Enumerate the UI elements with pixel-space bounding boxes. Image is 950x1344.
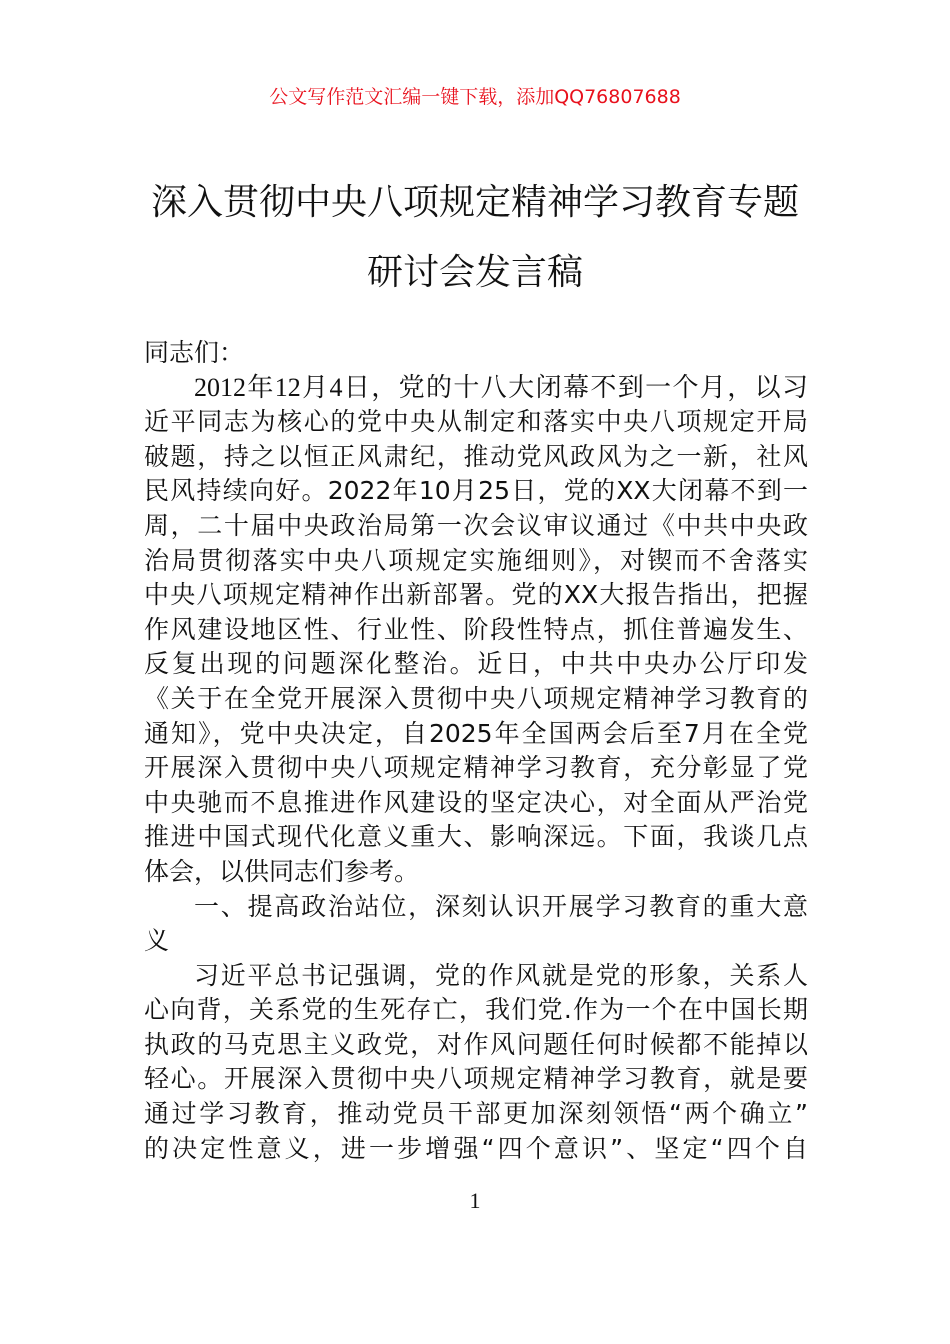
title-line-2: 研讨会发言稿 bbox=[366, 252, 583, 293]
body-line: 破题，持之以恒正风肃纪，推动党风政风为之一新，社风 bbox=[144, 441, 808, 471]
body-line: 推进中国式现代化意义重大、影响深远。下面，我谈几点 bbox=[144, 822, 808, 852]
body-line: 《关于在全党开展深入贯彻中央八项规定精神学习教育的 bbox=[144, 683, 808, 713]
section-heading-line: 义 bbox=[144, 926, 170, 956]
body-line: 的决定性意义，进一步增强“四个意识”、坚定“四个自 bbox=[144, 1133, 808, 1163]
body-line: 民风持续向好。2022年10月25日，党的XX大闭幕不到一 bbox=[144, 476, 808, 506]
body-line-text: 2012年12月4日，党的十八大闭幕不到一个月，以习 bbox=[194, 372, 808, 402]
body-line: 轻心。开展深入贯彻中央八项规定精神学习教育，就是要 bbox=[144, 1064, 808, 1094]
salutation: 同志们： bbox=[144, 338, 245, 367]
title-line-1: 深入贯彻中央八项规定精神学习教育专题 bbox=[150, 182, 799, 223]
document-body bbox=[144, 336, 808, 1166]
body-line: 开展深入贯彻中央八项规定精神学习教育，充分彰显了党 bbox=[144, 753, 808, 783]
body-line: 通知》，党中央决定，自2025年全国两会后至7月在全党 bbox=[144, 718, 808, 748]
body-line: 作风建设地区性、行业性、阶段性特点，抓住普遍发生、 bbox=[144, 614, 808, 644]
download-promo-note: 公文写作范文汇编一键下载，添加QQ76807688 bbox=[269, 86, 681, 108]
body-line: 近平同志为核心的党中央从制定和落实中央八项规定开局 bbox=[144, 407, 808, 437]
page-number: 1 bbox=[469, 1188, 481, 1213]
body-line: 治局贯彻落实中央八项规定实施细则》，对锲而不舍落实 bbox=[144, 545, 808, 575]
document-title bbox=[120, 168, 830, 308]
body-line: 体会，以供同志们参考。 bbox=[144, 856, 420, 886]
body-line: 中央驰而不息推进作风建设的坚定决心，对全面从严治党 bbox=[144, 787, 808, 817]
body-line: 周，二十届中央政治局第一次会议审议通过《中共中央政 bbox=[144, 510, 808, 540]
section-heading-line: 一、提高政治站位，深刻认识开展学习教育的重大意 bbox=[194, 891, 808, 921]
body-line: 通过学习教育，推动党员干部更加深刻领悟“两个确立” bbox=[144, 1099, 808, 1129]
body-line bbox=[144, 371, 808, 406]
body-line: 心向背，关系党的生死存亡，我们党.作为一个在中国长期 bbox=[144, 995, 808, 1025]
body-line: 反复出现的问题深化整治。近日，中共中央办公厅印发 bbox=[144, 649, 808, 679]
body-line: 中央八项规定精神作出新部署。党的XX大报告指出，把握 bbox=[144, 580, 808, 610]
body-line: 执政的马克思主义政党，对作风问题任何时候都不能掉以 bbox=[144, 1029, 808, 1059]
body-line: 习近平总书记强调，党的作风就是党的形象，关系人 bbox=[194, 960, 808, 990]
